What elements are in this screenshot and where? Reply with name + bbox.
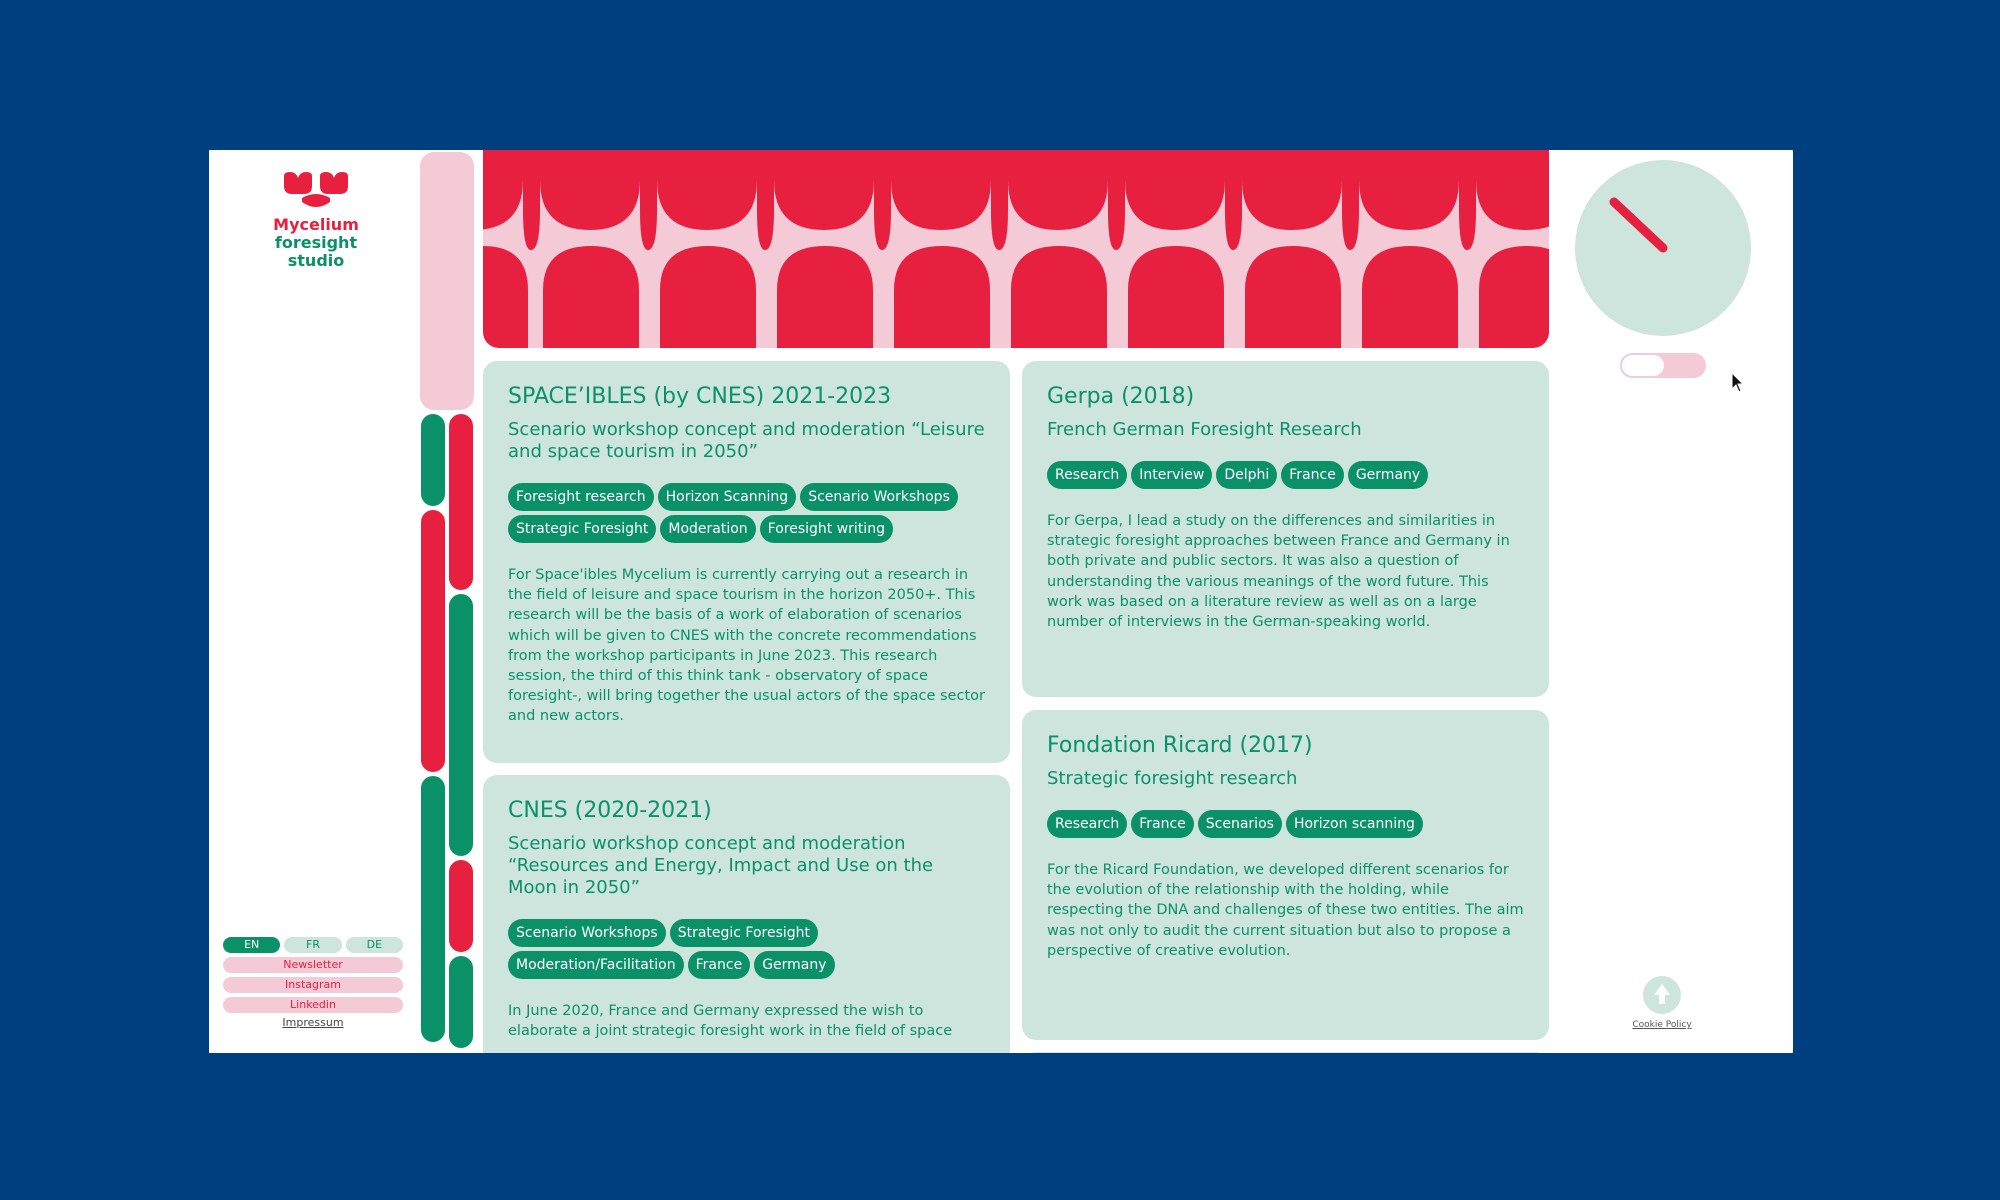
project-title: Gerpa (2018) [1047, 384, 1195, 409]
tag[interactable]: Strategic Foresight [670, 919, 818, 947]
tag[interactable]: France [1281, 461, 1344, 489]
project-card[interactable] [483, 361, 1010, 763]
lang-de-button[interactable]: DE [346, 937, 403, 953]
tag-list [508, 483, 978, 543]
hero-banner [483, 150, 1549, 348]
project-subtitle: French German Foresight Research [1047, 419, 1362, 440]
project-title: CNES (2020-2021) [508, 798, 712, 823]
project-card[interactable] [1022, 1052, 1549, 1053]
tag[interactable]: Interview [1131, 461, 1212, 489]
tag[interactable]: Horizon scanning [1286, 810, 1423, 838]
project-card[interactable] [1022, 361, 1549, 697]
scroll-top-button[interactable] [1643, 976, 1681, 1014]
browser-window [209, 150, 1793, 1053]
brand-name-line1: Mycelium [273, 215, 359, 234]
arch-pattern [483, 150, 1549, 348]
project-card[interactable] [1022, 710, 1549, 1040]
tag[interactable]: Scenario Workshops [800, 483, 958, 511]
instagram-link[interactable]: Instagram [223, 977, 403, 993]
decorative-bar [421, 776, 445, 1042]
project-description: In June 2020, France and Germany expressed the wish to elaborate a joint strategic foresight work in the field of space [508, 1003, 953, 1040]
project-subtitle: Scenario workshop concept and moderation “Resources and Energy, Impact and Use on the Moon in 2050” [508, 833, 934, 898]
project-description: For Space'ibles Mycelium is currently carrying out a research in the field of leisure and space tourism in the horizon 2050+. This research will be the basis of a work of elaboration of scenarios which will be given to CNES with the concrete recommendations from the workshop participants in June 2023. This research session, the third of this think tank - observatory of space foresight-, will bring together the usual actors of the space sector and new actors. [508, 567, 985, 725]
theme-toggle[interactable] [1620, 353, 1706, 378]
project-subtitle: Scenario workshop concept and moderation “Leisure and space tourism in 2050” [508, 419, 985, 462]
lang-fr-button[interactable]: FR [284, 937, 341, 953]
tag[interactable]: Strategic Foresight [508, 515, 656, 543]
tag-list [508, 919, 838, 979]
mycelium-logo-icon [282, 172, 350, 212]
tag[interactable]: Moderation/Facilitation [508, 951, 684, 979]
lang-en-button[interactable]: EN [223, 937, 280, 953]
project-subtitle: Strategic foresight research [1047, 768, 1298, 789]
tag[interactable]: Moderation [660, 515, 755, 543]
decorative-bar [449, 594, 473, 856]
tag[interactable]: Horizon Scanning [658, 483, 797, 511]
decorative-bar-pink [420, 152, 474, 410]
tag-list [1047, 461, 1524, 489]
tag[interactable]: Scenarios [1198, 810, 1282, 838]
project-title: Fondation Ricard (2017) [1047, 733, 1313, 758]
project-description: For Gerpa, I lead a study on the differences and similarities in strategic foresight approaches between France and Germany in both private and public sectors. It was also a question of understanding the various meanings of the word future. This work was based on a literature review as well as on a large number of interviews in the German-speaking world. [1047, 513, 1510, 631]
decorative-bar [449, 956, 473, 1048]
brand-name-line2: foresight [274, 233, 358, 252]
impressum-link[interactable]: Impressum [282, 1016, 344, 1029]
tag[interactable]: Scenario Workshops [508, 919, 666, 947]
tag-list [1047, 810, 1524, 838]
tag[interactable]: France [1131, 810, 1194, 838]
tag[interactable]: Foresight research [508, 483, 654, 511]
decorative-bar [421, 510, 445, 772]
brand-name-line3: studio [287, 251, 345, 270]
newsletter-link[interactable]: Newsletter [223, 957, 403, 973]
brand-logo[interactable] [261, 172, 371, 270]
project-title: SPACE’IBLES (by CNES) 2021-2023 [508, 384, 892, 409]
toggle-knob [1622, 355, 1664, 376]
decorative-bar [449, 860, 473, 952]
tag[interactable]: Research [1047, 461, 1127, 489]
project-card[interactable] [483, 775, 1010, 1053]
tag[interactable]: Delphi [1216, 461, 1277, 489]
tag[interactable]: France [688, 951, 751, 979]
cookie-policy-link[interactable]: Cookie Policy [1632, 1020, 1692, 1030]
decorative-bar [449, 414, 473, 590]
tag[interactable]: Foresight writing [760, 515, 893, 543]
tag[interactable]: Research [1047, 810, 1127, 838]
tag[interactable]: Germany [1348, 461, 1428, 489]
decorative-bar [421, 414, 445, 506]
clock-icon [1575, 160, 1751, 336]
project-description: For the Ricard Foundation, we developed different scenarios for the evolution of the relationship with the holding, while respecting the DNA and challenges of these two entities. The aim was not only to audit the current situation but also to propose a perspective of creative evolution. [1047, 862, 1524, 959]
mouse-cursor-icon [1731, 372, 1745, 394]
tag[interactable]: Germany [754, 951, 834, 979]
clock-widget [1575, 160, 1751, 336]
language-switcher [223, 937, 403, 953]
arrow-up-icon [1643, 976, 1681, 1014]
linkedin-link[interactable]: Linkedin [223, 997, 403, 1013]
